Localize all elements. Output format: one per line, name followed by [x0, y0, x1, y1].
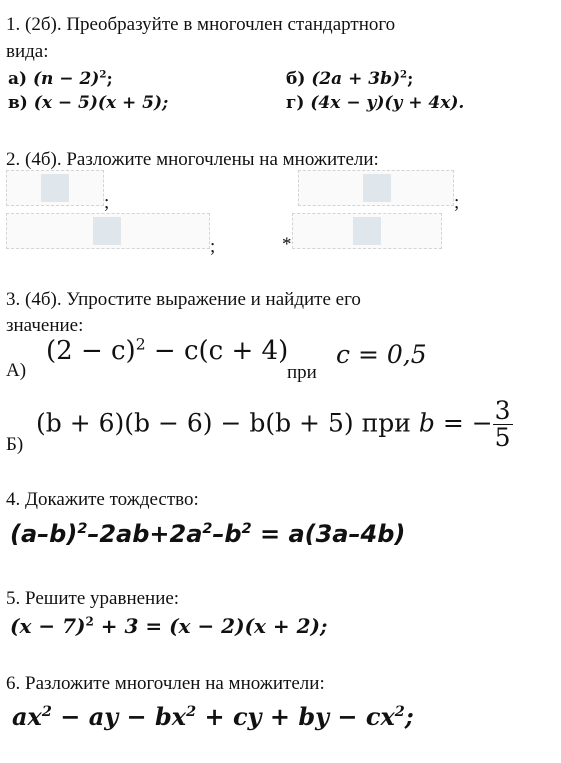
task3-a-expr [46, 336, 288, 366]
task3-a-label: А) [6, 360, 27, 381]
expr-part: ; [404, 702, 414, 731]
task4-heading: 4. Докажите тождество: [6, 489, 199, 510]
expr-part: –2ab+2a [87, 520, 203, 548]
power: 2 [41, 703, 52, 720]
placeholder-icon [353, 217, 381, 245]
task1-item-a [8, 69, 113, 89]
separator: ; [210, 236, 216, 257]
placeholder-icon [93, 217, 121, 245]
separator: ; [454, 192, 460, 213]
task1-heading: 1. (2б). Преобразуйте в многочлен стандартного [6, 14, 396, 35]
separator: ; [104, 192, 110, 213]
semicolon: ; [106, 69, 113, 89]
expr-part: (a–b) [10, 520, 78, 548]
task3-b-condition: b = − [418, 408, 493, 438]
image-placeholder-3 [6, 213, 210, 249]
semicolon: ; [407, 69, 414, 89]
fraction [493, 398, 513, 452]
numerator: 3 [494, 396, 511, 425]
power: 2 [202, 521, 213, 537]
power: 2 [241, 521, 252, 537]
placeholder-icon [41, 174, 69, 202]
expr-part: + cy + by − cx [196, 702, 395, 731]
image-placeholder-2 [298, 170, 454, 206]
task1-a-expr: (n − 2) [32, 69, 100, 89]
task1-v-expr: (x − 5)(x + 5); [33, 93, 169, 113]
task1-b-label: б) [286, 69, 306, 89]
power: 2 [99, 68, 107, 81]
image-placeholder-4 [292, 213, 442, 249]
task3-b-pri: при [361, 408, 411, 438]
expr-part: –b [212, 520, 242, 548]
expr-part: ax [12, 702, 42, 731]
power: 2 [186, 703, 197, 720]
task1-g-label: г) [286, 93, 305, 113]
power: 2 [135, 335, 146, 354]
task5-heading: 5. Решите уравнение: [6, 588, 180, 609]
task2-heading: 2. (4б). Разложите многочлены на множители: [6, 149, 379, 170]
task1-g-expr: (4x − y)(y + 4x). [310, 93, 465, 113]
task3-heading-cont: значение: [6, 315, 84, 336]
power: 2 [400, 68, 408, 81]
task1-b-expr: (2a + 3b) [311, 69, 401, 89]
denominator: 5 [494, 423, 511, 453]
task3-b-expr-wrap [36, 398, 513, 452]
task1-item-g [286, 93, 464, 113]
power: 2 [394, 703, 405, 720]
expr-part: (x − 7) [10, 614, 86, 638]
task3-heading: 3. (4б). Упростите выражение и найдите его [6, 289, 361, 310]
expr-part: = a(3a–4b) [251, 520, 406, 548]
task1-heading-cont: вида: [6, 41, 49, 62]
placeholder-icon [363, 174, 391, 202]
task6-expr [12, 702, 414, 731]
task1-a-label: а) [8, 69, 28, 89]
task3-b-label: Б) [6, 434, 24, 455]
task3-b-expr: (b + 6)(b − 6) − b(b + 5) [36, 408, 354, 438]
task5-expr [10, 614, 327, 638]
asterisk: * [282, 234, 292, 255]
expr-part: + 3 = (x − 2)(x + 2); [93, 614, 328, 638]
power: 2 [77, 521, 88, 537]
task3-a-pri: при [287, 362, 317, 383]
expr-part: − ay − bx [51, 702, 187, 731]
image-placeholder-1 [6, 170, 104, 206]
expr-part: (2 − c) [46, 336, 136, 366]
task3-a-condition: c = 0,5 [336, 340, 427, 369]
power: 2 [85, 614, 94, 629]
task4-expr [10, 520, 405, 548]
task6-heading: 6. Разложите многочлен на множители: [6, 673, 325, 694]
task1-item-b [286, 69, 413, 89]
expr-part: − c(c + 4) [145, 336, 289, 366]
task1-item-v [8, 93, 168, 113]
task1-v-label: в) [8, 93, 28, 113]
